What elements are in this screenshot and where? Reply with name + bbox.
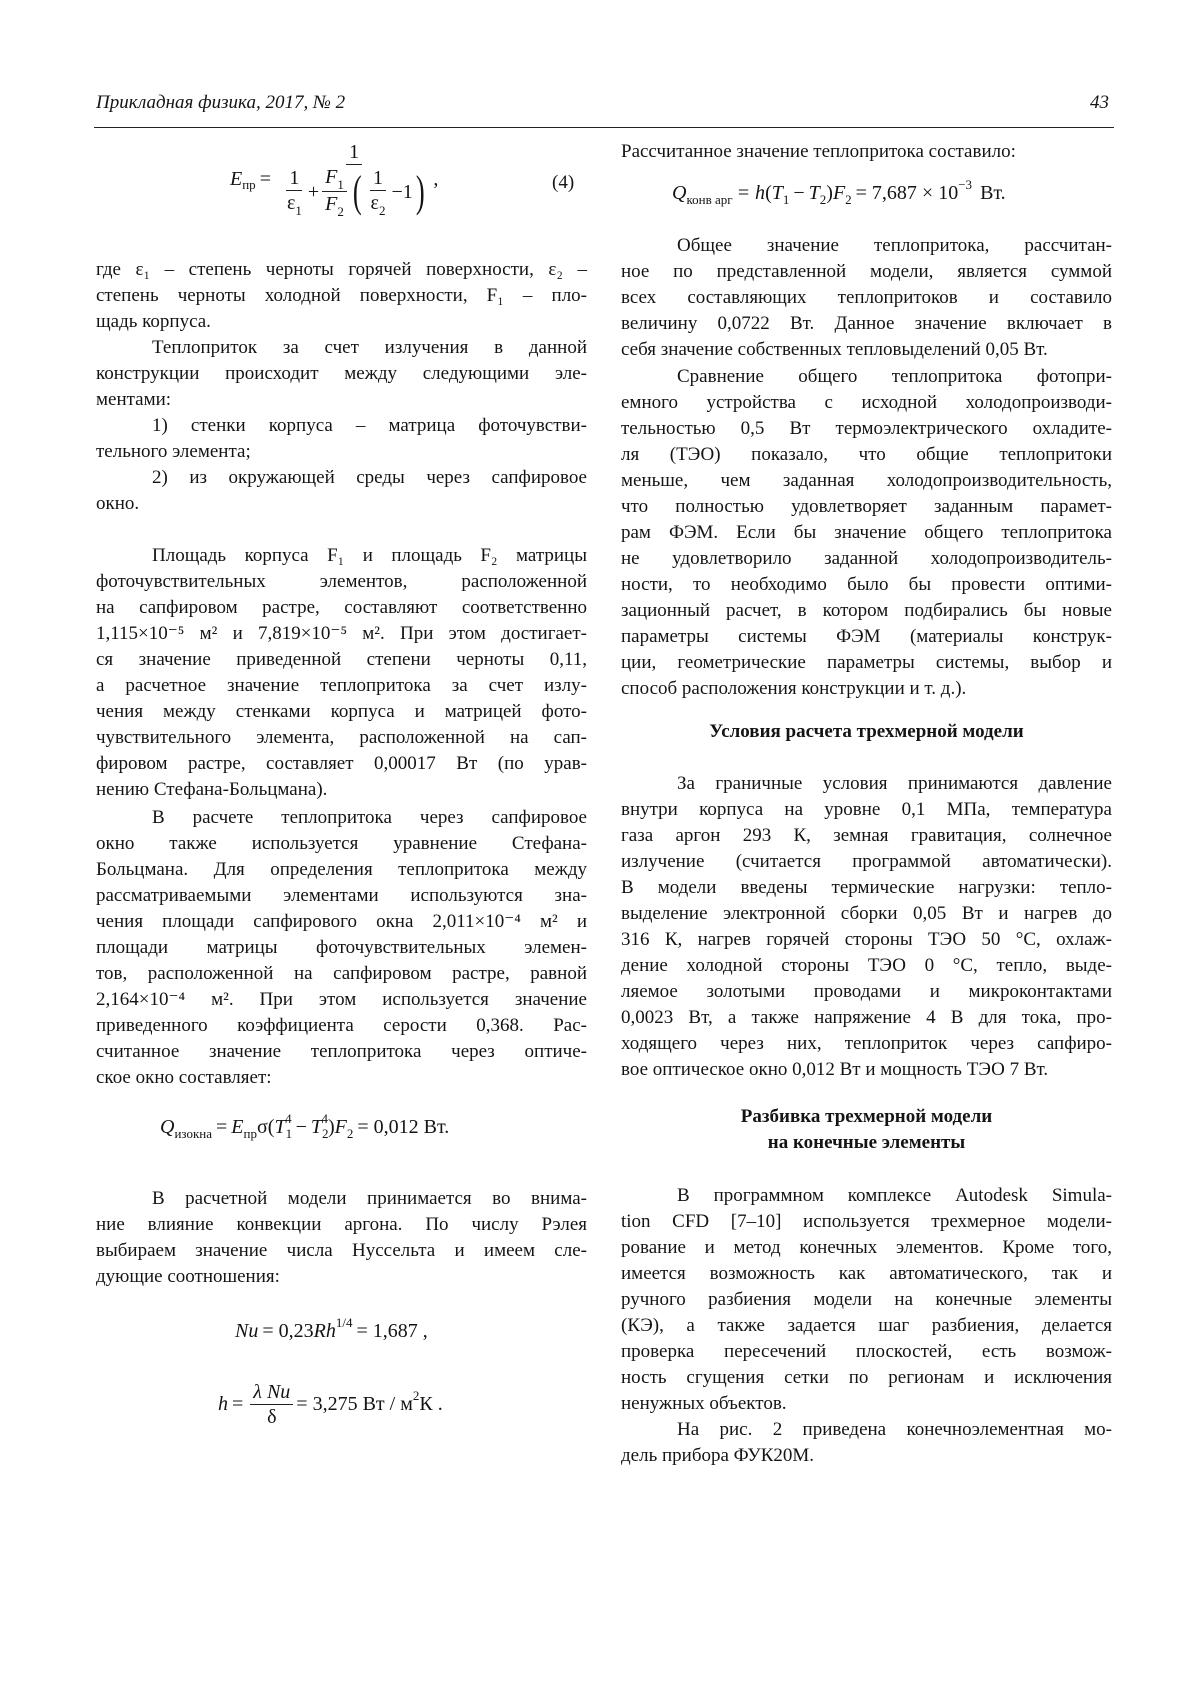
page-number: 43 [1090,92,1109,114]
formula-numerator: λ Nu [250,1380,293,1405]
text-line: фировом растре, составляет 0,00017 Вт (по урав- [96,751,587,777]
text-line: ляемое золотыми проводами и микроконтактами [621,979,1112,1005]
formula-numerator: 1 [370,166,386,191]
formula-superscript: 4 [285,1111,292,1127]
text-line: За граничные условия принимаются давление [621,771,1112,797]
text-line: на сапфировом растре, составляют соответственно [96,595,587,621]
text-line: Сравнение общего теплопритока фотопри- [621,364,1112,390]
formula-superscript: 2 [413,1388,420,1404]
text-line: 2) из окружающей среды через сапфировое [96,465,587,491]
text-line: В расчетной модели принимается во внима- [96,1186,587,1212]
formula-result: = 7,687 × 10 [856,182,959,205]
formula-symbol: Nu [235,1320,258,1343]
section-heading-line-1: Разбивка трехмерной модели [621,1104,1112,1130]
formula-nusselt [235,1320,428,1343]
paragraph [621,1183,1112,1417]
text-line: считанное значение теплопритока через оптиче- [96,1039,587,1065]
paragraph [96,543,587,803]
formula-symbol: T [274,1116,285,1139]
text-line: В модели введены термические нагрузки: тепло- [621,875,1112,901]
text-line: 2,164×10⁻⁴ м². При этом используется значение [96,987,587,1013]
text-line: ходящего через них, теплоприток через сапфиро- [621,1031,1112,1057]
text-line: приведенного коэффициента серости 0,368. Рас- [96,1013,587,1039]
formula-paren: ) [328,1116,335,1139]
list-item [96,465,587,517]
header-rule [94,127,1114,128]
text-line: окно. [96,491,587,517]
paragraph [96,1186,587,1290]
text-line: выделение электронной сборки 0,05 Вт и нагрев до [621,901,1112,927]
formula-superscript: −3 [958,177,972,193]
formula-punct: , [433,168,438,191]
text-line: себя значение собственных тепловыделений 0,05 Вт. [621,337,1112,363]
formula-term: = h [737,182,766,205]
formula-symbol: h [218,1393,228,1416]
formula-superscript: 1/4 [336,1315,353,1331]
formula-operator: − [296,1116,307,1139]
formula-fraction [250,1380,293,1429]
text-line: 1) стенки корпуса – матрица фоточувстви- [96,413,587,439]
formula-paren: ) [416,170,425,214]
formula-symbol: F [335,1116,347,1139]
text-line: проверка пересечений плоскостей, есть возмож- [621,1339,1112,1365]
text-line: Общее значение теплопритока, рассчитан- [621,233,1112,259]
formula-unit: К . [419,1393,442,1416]
formula-symbol: Rh [314,1320,336,1343]
paragraph [621,233,1112,363]
text-line: В расчете теплопритока через сапфировое [96,805,587,831]
formula-subscript: пр [242,177,255,193]
formula-term: = 0,23 [262,1320,313,1343]
formula-operator: − [793,182,804,205]
text-line: дение холодной стороны ТЭО 0 °С, тепло, выде- [621,953,1112,979]
text-line: (КЭ), а также задается шаг разбиения, делается [621,1313,1112,1339]
formula-subscript: пр [244,1126,257,1142]
formula-subscript: 1 [783,192,790,208]
text-line: величину 0,0722 Вт. Данное значение включает в [621,311,1112,337]
formula-unit: Вт. [980,182,1006,205]
text-line: рассматриваемыми элементами используются зна- [96,883,587,909]
formula-paren: ( [765,182,772,205]
formula-4 [230,140,438,218]
text-line: ции, геометрические параметры системы, выбор и [621,650,1112,676]
text-line: tion CFD [7–10] используется трехмерное модели- [621,1209,1112,1235]
formula-q-window [160,1116,449,1139]
formula-paren: ) [826,182,833,205]
text-line: тельностью 0,5 Вт термоэлектрического охладите- [621,416,1112,442]
formula-operator: = [232,1393,243,1416]
formula-operator: = [216,1116,227,1139]
formula-subscript: 1 [286,1126,293,1142]
text-line: дующие соотношения: [96,1264,587,1290]
text-line: 0,0023 Вт, а также напряжение 4 В для тока, про- [621,1005,1112,1031]
text-line: способ расположения конструкции и т. д.). [621,676,1112,702]
formula-symbol: Q [672,182,686,205]
text-line: излучение (считается программой автоматически). [621,849,1112,875]
formula-term: −1 [391,180,412,204]
text-line: щадь корпуса. [96,309,587,335]
text-line: зационный расчет, в котором подбирались бы новые [621,598,1112,624]
formula-denominator [278,165,430,218]
text-line: не удовлетворило заданной холодопроизводитель- [621,546,1112,572]
text-line: ности, то необходимо было бы провести оптими- [621,572,1112,598]
text-line: Теплоприток за счет излучения в данной [96,335,587,361]
text-line: ненужных объектов. [621,1391,1112,1417]
text-line: ментами: [96,387,587,413]
formula-fraction [278,140,430,218]
formula-symbol: E [231,1116,243,1139]
formula-symbol: T [311,1116,322,1139]
formula-symbol: F [325,166,337,188]
text-line: В программном комплексе Autodesk Simula- [621,1183,1112,1209]
section-heading: Условия расчета трехмерной модели [621,719,1112,745]
text-line: На рис. 2 приведена конечноэлементная мо- [621,1417,1112,1443]
text-line: ность сгущения сетки по регионам и исключения [621,1365,1112,1391]
formula-symbol: T [772,182,783,205]
text-line: а расчетное значение теплопритока за счет излу- [96,673,587,699]
formula-q-convection [672,182,1006,205]
text-line: ля (ТЭО) показало, что общие теплопритоки [621,442,1112,468]
formula-result: = 3,275 Вт / м [296,1393,413,1416]
text-line: дель прибора ФУК20М. [621,1443,1112,1469]
formula-paren: ( [353,170,362,214]
formula-symbol: T [809,182,820,205]
journal-header: Прикладная физика, 2017, № 2 [96,92,345,114]
formula-subscript: 2 [379,203,386,218]
text-line: ское окно составляет: [96,1065,587,1091]
paragraph [621,771,1112,1083]
formula-subscript: изокна [174,1126,212,1142]
list-item [96,413,587,465]
text-line: выбираем значение числа Нуссельта и имеем сле- [96,1238,587,1264]
text-line: окно также используется уравнение Стефана- [96,831,587,857]
text-line: имеется возможность как автоматического, так и [621,1261,1112,1287]
text-line: чувствительного элемента, расположенной на сап- [96,725,587,751]
text-line: где ε₁ – степень черноты горячей поверхности, ε₂ – [96,257,587,283]
text-line: меньше, чем заданная холодопроизводительность, [621,468,1112,494]
paragraph [621,139,1112,165]
text-line: емного устройства с исходной холодопроизводи- [621,390,1112,416]
text-line: 316 К, нагрев горячей стороны ТЭО 50 °С, охлаж- [621,927,1112,953]
formula-sigma: σ( [257,1116,274,1139]
text-line: рование и метод конечных элементов. Кроме того, [621,1235,1112,1261]
text-line: 1,115×10⁻⁵ м² и 7,819×10⁻⁵ м². При этом достигает- [96,621,587,647]
text-line: вое оптическое окно 0,012 Вт и мощность ТЭО 7 Вт. [621,1057,1112,1083]
text-line: газа аргон 293 К, земная гравитация, солнечное [621,823,1112,849]
formula-symbol: E [230,168,242,191]
formula-operator: = [260,168,271,191]
text-line: параметры системы ФЭМ (материалы конструк- [621,624,1112,650]
formula-subscript: 2 [820,192,827,208]
paragraph [96,335,587,413]
formula-symbol: F [325,193,337,215]
formula-subscript: 2 [845,192,852,208]
text-line: Больцмана. Для определения теплопритока между [96,857,587,883]
formula-symbol: F [833,182,845,205]
paragraph [621,1417,1112,1469]
formula-subscript: 2 [347,1126,354,1142]
text-line: рам ФЭМ. Если бы значение общего теплопритока [621,520,1112,546]
formula-numerator: 1 [286,166,302,191]
text-line: чения площади сапфирового окна 2,011×10⁻⁴ м² и [96,909,587,935]
text-line: конструкции происходит между следующими эле- [96,361,587,387]
formula-result: = 0,012 Вт. [357,1116,449,1139]
formula-subscript: 2 [337,204,344,219]
paragraph [96,805,587,1091]
text-line: площади матрицы фоточувствительных элемен- [96,935,587,961]
formula-numerator: 1 [346,140,362,165]
text-line: ние влияние конвекции аргона. По числу Рэлея [96,1212,587,1238]
formula-subscript: 1 [337,177,344,192]
text-line: что полностью удовлетворяет заданным парамет- [621,494,1112,520]
text-line: всех составляющих теплопритоков и составило [621,285,1112,311]
formula-subscript: конв арг [686,192,732,208]
formula-superscript: 4 [321,1111,328,1127]
formula-subscript: 2 [322,1126,329,1142]
formula-symbol: Q [160,1116,174,1139]
text-line: внутри корпуса на уровне 0,1 МПа, температура [621,797,1112,823]
text-line: нению Стефана-Больцмана). [96,777,587,803]
paragraph [96,257,587,335]
text-line: тельного элемента; [96,439,587,465]
formula-symbol: ε [287,192,295,214]
text-line: тов, расположенной на сапфировом растре, равной [96,961,587,987]
formula-denominator: δ [264,1405,279,1429]
formula-symbol: ε [371,192,379,214]
formula-operator: + [308,180,319,204]
text-line: ручного разбиения модели на конечные элементы [621,1287,1112,1313]
formula-subscript: 1 [295,203,302,218]
text-line: Рассчитанное значение теплопритока составило: [621,139,1112,165]
text-line: ся значение приведенной степени черноты 0,11, [96,647,587,673]
formula-result: = 1,687 , [356,1320,427,1343]
section-heading-line-2: на конечные элементы [621,1130,1112,1156]
text-line: Площадь корпуса F₁ и площадь F₂ матрицы [96,543,587,569]
text-line: чения между стенками корпуса и матрицей фото- [96,699,587,725]
text-line: степень черноты холодной поверхности, F₁ – пло- [96,283,587,309]
text-line: ное по представленной модели, является суммой [621,259,1112,285]
paragraph [621,364,1112,702]
text-line: фоточувствительных элементов, расположенной [96,569,587,595]
formula-h [218,1380,443,1429]
equation-number: (4) [552,172,574,194]
